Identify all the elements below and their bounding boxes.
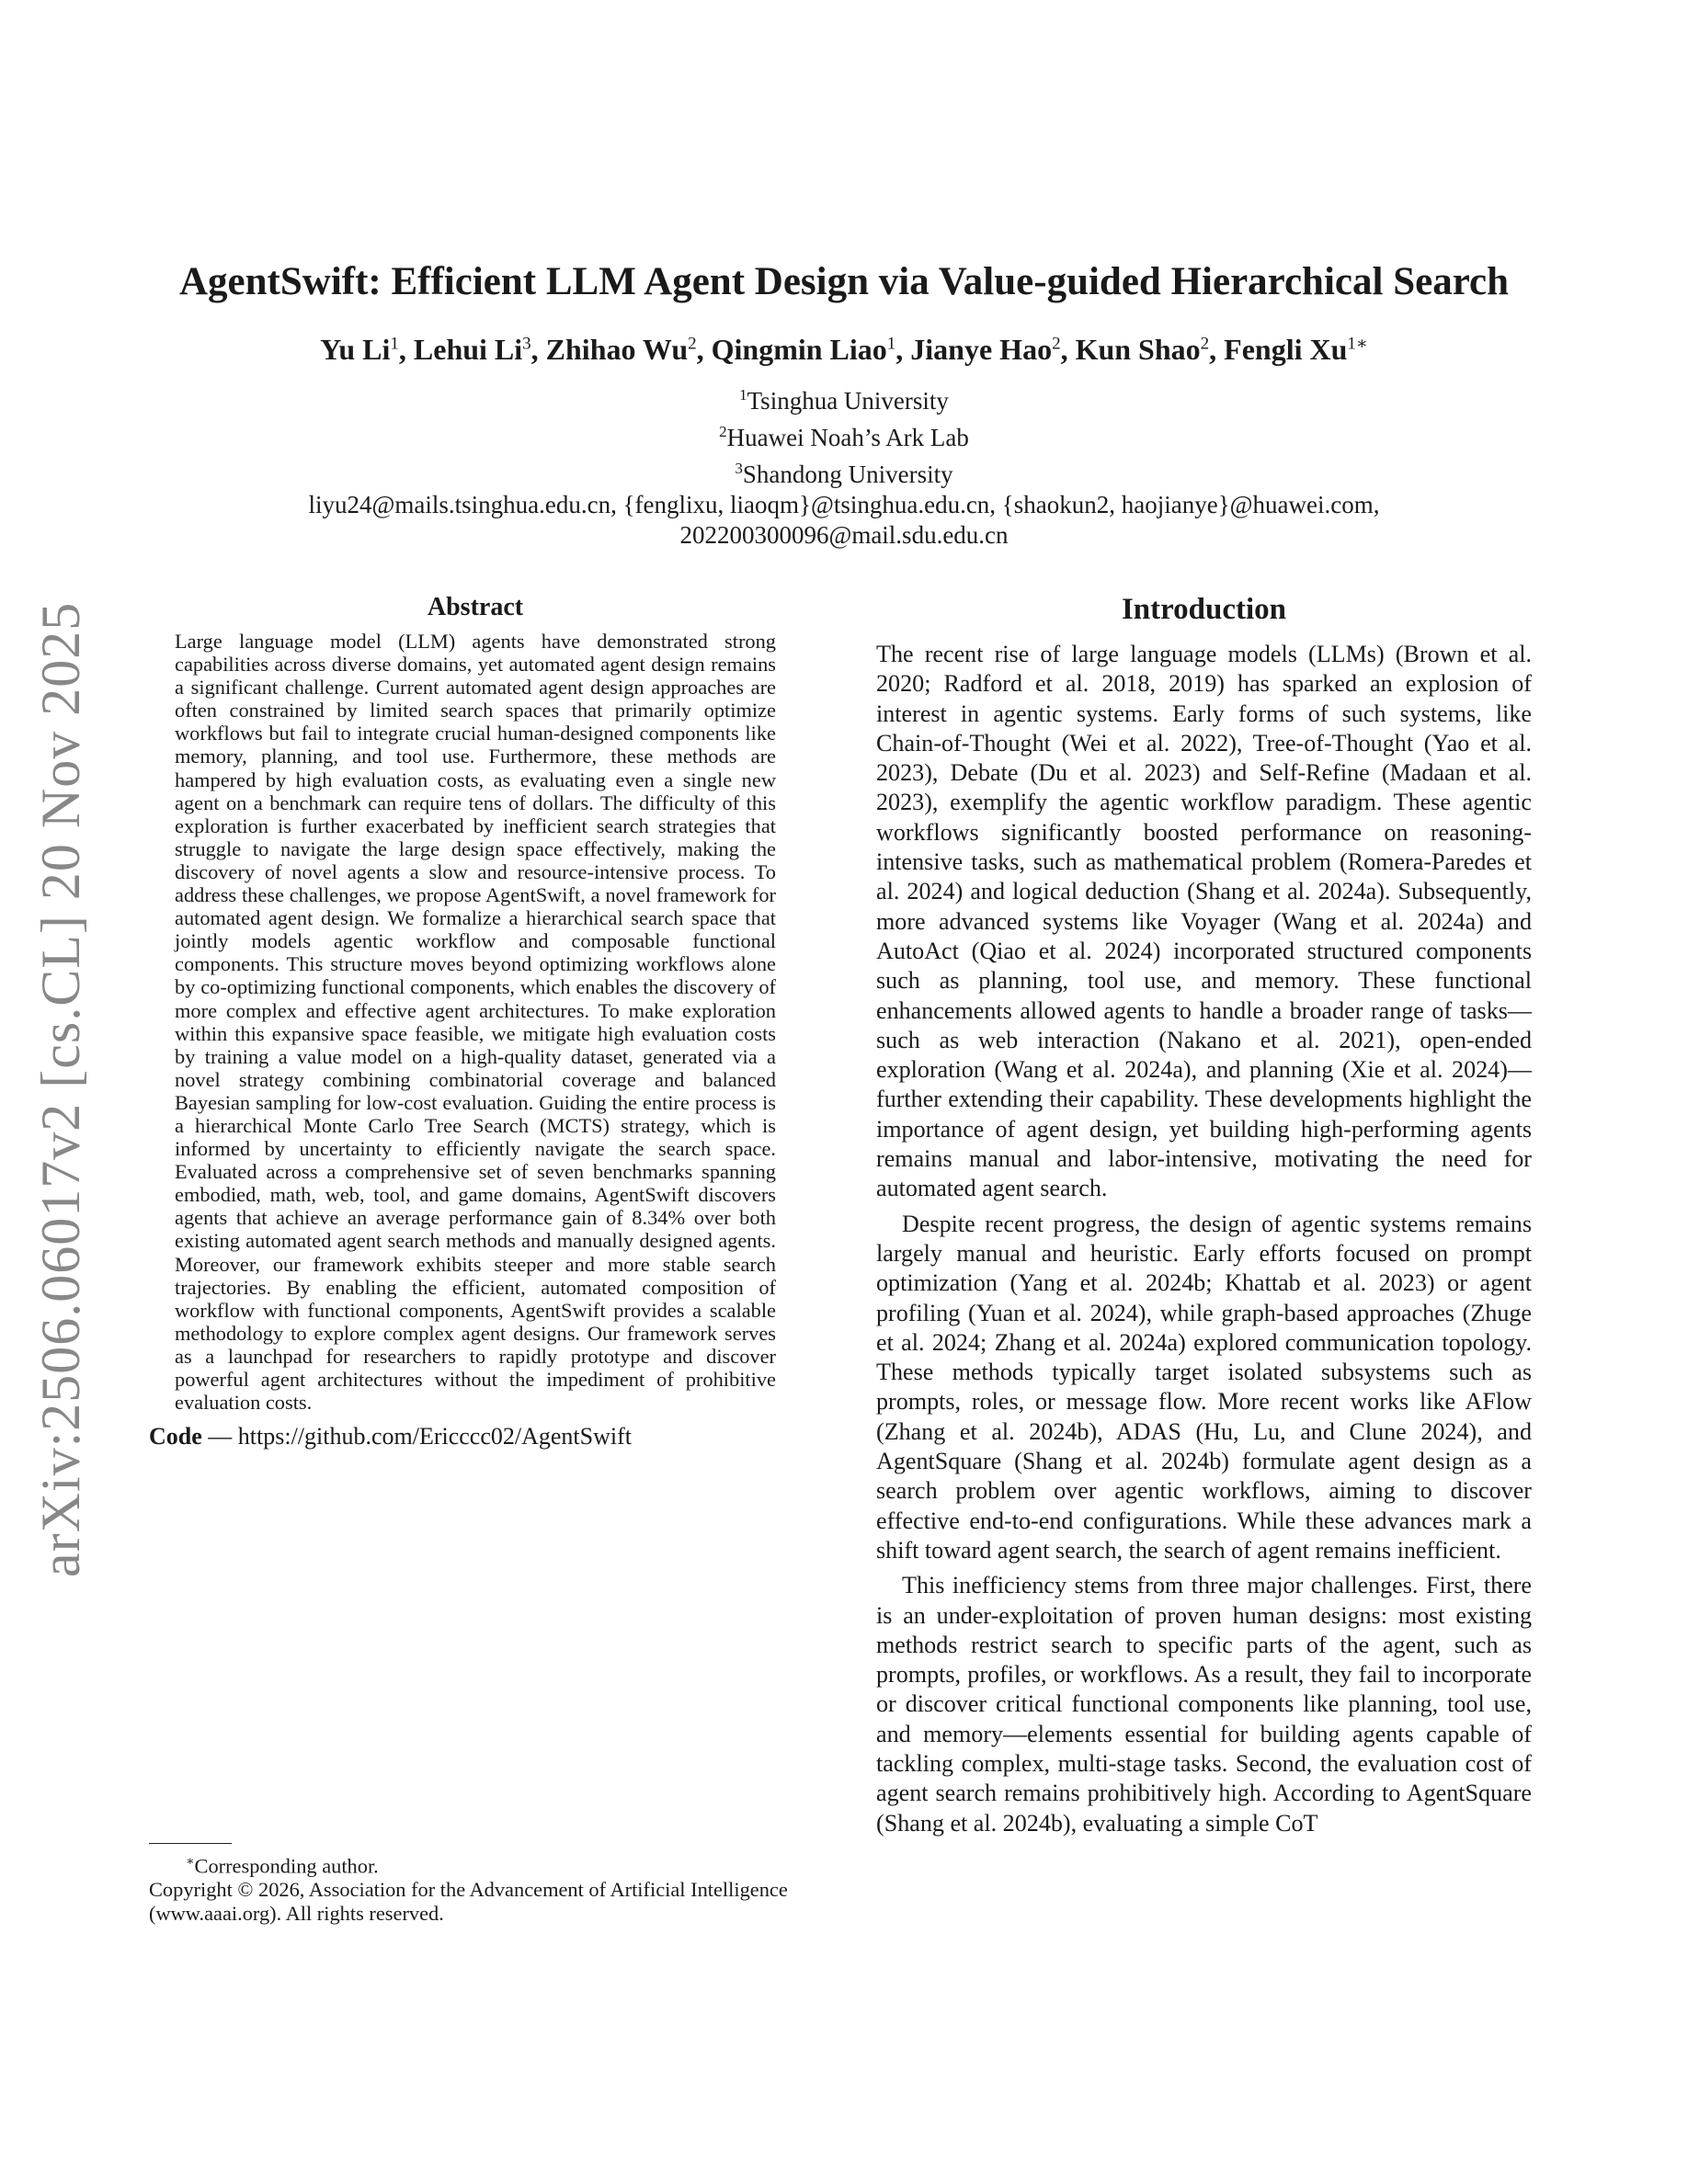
affiliation-line [0, 416, 1688, 453]
author: Kun Shao [1075, 333, 1201, 366]
code-label: Code [149, 1423, 202, 1450]
intro-paragraph: Despite recent progress, the design of agentic systems remains largely manual and heuristic. Early efforts focused on prompt optimization (Yang et al. 2024b; Khattab et al. 2023) or agent profiling (Yuan et al. 2024), while graph-based approaches (Zhuge et al. 2024; Zhang et al. 2024a) explored communication topology. These methods typically target isolated subsystems such as prompts, roles, or message flow. More recent works like AFlow (Zhang et al. 2024b), ADAS (Hu, Lu, and Clune 2024), and AgentSquare (Shang et al. 2024b) formulate agent design as a search problem over agentic workflows, aiming to discover effective end-to-end configurations. While these advances mark a shift toward agent search, the search of agent remains inefficient. [876, 1210, 1532, 1564]
right-column [876, 593, 1532, 1838]
footnote-mark: ∗ [186, 1855, 195, 1869]
author-affiliation-mark: 3 [522, 334, 531, 354]
footnote-text: Corresponding author. [194, 1854, 379, 1878]
author: Lehui Li [413, 333, 523, 366]
author-affiliation-mark: 2 [688, 334, 697, 354]
copyright-notice: Copyright © 2026, Association for the Advancement of Artificial Intelligence (www.aaai.org). All rights reserved. [149, 1878, 788, 1926]
affiliation-name: Tsinghua University [747, 387, 949, 415]
code-link-line [149, 1423, 802, 1450]
affiliation-block [0, 380, 1688, 551]
code-url-link[interactable]: https://github.com/Ericccc02/AgentSwift [237, 1423, 632, 1450]
affiliation-number: 2 [719, 423, 727, 440]
author-list: Yu Li$^1$, Lehui Li$^3$, Zhihao Wu$^2$, Qingmin Liao$^1$, Jianye Hao$^2$, Kun Shao$^2$, Fengli $Xu^{1∗}$ [320, 333, 1368, 366]
author-affiliation-mark: 1 [886, 334, 896, 354]
footnote-rule [149, 1843, 232, 1844]
author: Jianye Hao [910, 333, 1053, 366]
affiliation-line [0, 380, 1688, 416]
affiliation-number: 1 [739, 386, 747, 404]
author: Yu Li [320, 333, 391, 366]
author: Fengli Xu [1224, 333, 1348, 366]
email-line: liyu24@mails.tsinghua.edu.cn, {fenglixu, liaoqm}@tsinghua.edu.cn, {shaokun2, haojianye}@huawei.com, [308, 491, 1380, 518]
arxiv-identifier-stamp: arXiv:2506.06017v2 [cs.CL] 20 Nov 2025 [30, 601, 91, 1577]
email-line: 202200300096@mail.sdu.edu.cn [679, 521, 1009, 549]
author-affiliation-mark: 1∗ [1347, 334, 1368, 354]
affiliation-number: 3 [735, 460, 743, 477]
author-affiliation-mark: 2 [1200, 334, 1210, 354]
author-affiliation-mark: 2 [1052, 334, 1061, 354]
intro-paragraph: This inefficiency stems from three major challenges. First, there is an under-exploitation of proven human designs: most existing methods restrict search to specific parts of the agent, such as prompts, profiles, or workflows. As a result, they fail to incorporate or discover critical functional components like planning, tool use, and memory—elements essential for building agents capable of tackling complex, multi-stage tasks. Second, the evaluation cost of agent search remains prohibitively high. According to AgentSquare (Shang et al. 2024b), evaluating a simple CoT [876, 1572, 1532, 1837]
affiliation-line [0, 453, 1688, 490]
affiliation-name: Huawei Noah’s Ark Lab [726, 424, 969, 451]
paper-title: AgentSwift: Efficient LLM Agent Design via Value-guided Hierarchical Search [178, 260, 1510, 303]
author-affiliation-mark: 1 [390, 334, 399, 354]
corresponding-author-footnote [149, 1850, 811, 1878]
intro-paragraph: The recent rise of large language models (LLMs) (Brown et al. 2020; Radford et al. 2018, 2019) has sparked an explosion of interest in agentic systems. Early forms of such systems, like Chain-of-Thought (Wei et al. 2022), Tree-of-Thought (Yao et al. 2023), Debate (Du et al. 2023) and Self-Refine (Madaan et al. 2023), exemplify the agentic workflow paradigm. These agentic workflows significantly boosted performance on reasoning-intensive tasks, such as mathematical problem (Romera-Paredes et al. 2024) and logical deduction (Shang et al. 2024a). Subsequently, more advanced systems like Voyager (Wang et al. 2024a) and AutoAct (Qiao et al. 2024) incorporated structured components such as planning, tool use, and memory. These functional enhancements allowed agents to handle a broader range of tasks—such as web interaction (Nakano et al. 2021), open-ended exploration (Wang et al. 2024a), and planning (Xie et al. 2024)—further extending their capability. These developments highlight the importance of agent design, yet building high-performing agents remains manual and labor-intensive, motivating the need for automated agent search. [876, 641, 1532, 1202]
abstract-heading: Abstract [427, 593, 524, 621]
footnotes [149, 1850, 811, 1926]
code-separator: — [201, 1423, 238, 1450]
left-column [149, 593, 802, 1450]
abstract-body: Large language model (LLM) agents have demonstrated strong capabilities across diverse domains, yet automated agent design remains a significant challenge. Current automated agent design approaches are often constrained by limited search spaces that primarily optimize workflows but fail to integrate crucial human-designed components like memory, planning, and tool use. Furthermore, these methods are hampered by high evaluation costs, as evaluating even a single new agent on a benchmark can require tens of dollars. The difficulty of this exploration is further exacerbated by inefficient search strategies that struggle to navigate the large design space effectively, making the discovery of novel agents a slow and resource-intensive process. To address these challenges, we propose AgentSwift, a novel framework for automated agent design. We formalize a hierarchical search space that jointly models agentic workflow and composable functional components. This structure moves beyond optimizing workflows alone by co-optimizing functional components, which enables the discovery of more complex and effective agent architectures. To make exploration within this expansive space feasible, we mitigate high evaluation costs by training a value model on a high-quality dataset, generated via a novel strategy combining combinatorial coverage and balanced Bayesian sampling for low-cost evaluation. Guiding the entire process is a hierarchical Monte Carlo Tree Search (MCTS) strategy, which is informed by uncertainty to efficiently navigate the search space. Evaluated across a comprehensive set of seven benchmarks spanning embodied, math, web, tool, and game domains, AgentSwift discovers agents that achieve an average performance gain of 8.34% over both existing automated agent search methods and manually designed agents. Moreover, our framework exhibits steeper and more stable search trajectories. By enabling the efficient, automated composition of workflow with functional components, AgentSwift provides a scalable methodology to explore complex agent designs. Our framework serves as a launchpad for researchers to rapidly prototype and discover powerful agent architectures without the impediment of prohibitive evaluation costs. [175, 630, 776, 1415]
introduction-heading: Introduction [1121, 593, 1287, 626]
author: Zhihao Wu [545, 333, 689, 366]
author: Qingmin Liao [711, 333, 887, 366]
affiliation-name: Shandong University [742, 461, 953, 488]
